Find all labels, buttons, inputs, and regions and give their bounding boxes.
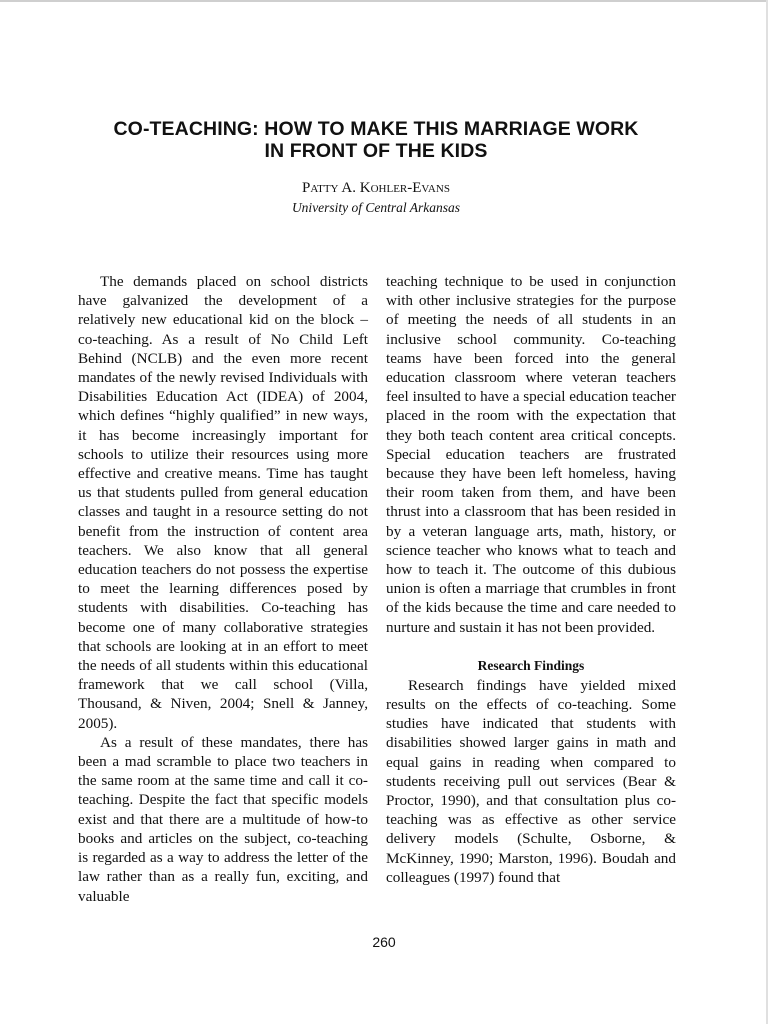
article-page — [78, 118, 676, 905]
body-paragraph: Research findings have yielded mixed results on the effects of co-teaching. Some studies have indicated that students with disabilities showed larger gains in math and equal gains in reading when compared to students receiving pull out services (Bear & Proctor, 1990), and that consultation plus co-teaching was as effective as other service delivery models (Schulte, Osborne, & McKinney, 1990; Marston, 1996). Boudah and colleagues (1997) found that — [386, 676, 676, 886]
article-title — [78, 118, 674, 162]
body-paragraph: As a result of these mandates, there has been a mad scramble to place two teachers in the same room at the same time and call it co-teaching. Despite the fact that specific models exist and that there are a multitude of how-to books and articles on the subject, co-teaching is regarded as a way to address the letter of the law rather than as a really fun, exciting, and valuable — [78, 733, 368, 905]
author-affiliation: University of Central Arkansas — [291, 200, 461, 215]
body-paragraph: teaching technique to be used in conjunction with other inclusive strategies for the purpose of meeting the needs of all students in an inclusive school community. Co-teaching teams have been forced into the general education classroom where veteran teachers feel insulted to have a special education teacher placed in the room with the expectation that they both teach content area critical concepts. Special education teachers are frustrated because they have been left homeless, having their room taken from them, and have been thrust into a classroom that has been resided in by a veteran language arts, math, history, or science teacher who knows what to teach and how to teach it. The outcome of this dubious union is often a marriage that crumbles in front of the kids because the time and care needed to nurture and sustain it has not been provided. — [386, 273, 676, 636]
article-title-line-1: CO-TEACHING: HOW TO MAKE THIS MARRIAGE WORK — [113, 118, 639, 140]
scan-top-edge — [0, 0, 768, 2]
body-paragraph: The demands placed on school districts have galvanized the development of a relatively new educational kid on the block – co-teaching. As a result of No Child Left Behind (NCLB) and the even more recent mandates of the newly revised Individuals with Disabilities Education Act (IDEA) of 2004, which defines “highly qualified” in new ways, it has become increasingly important for schools to utilize their resources using more effective and creative means. Time has taught us that students pulled from general education classes and taught in a resource setting do not benefit from the instruction of content area teachers. We also know that all general education teachers do not possess the expertise to meet the learning differences posed by students with disabilities. Co-teaching has become one of many collaborative strategies that schools are looking at in an effort to meet the needs of all students within this educational framework that we call school (Villa, Thousand, & Niven, 2004; Snell & Janney, 2005). — [78, 273, 368, 732]
left-column — [78, 272, 368, 906]
section-heading: Research Findings — [477, 657, 585, 673]
article-title-line-2: IN FRONT OF THE KIDS — [264, 140, 488, 162]
author-name: Patty A. Kohler-Evans — [302, 180, 450, 196]
page-number: 260 — [372, 934, 396, 950]
right-column — [386, 272, 676, 887]
